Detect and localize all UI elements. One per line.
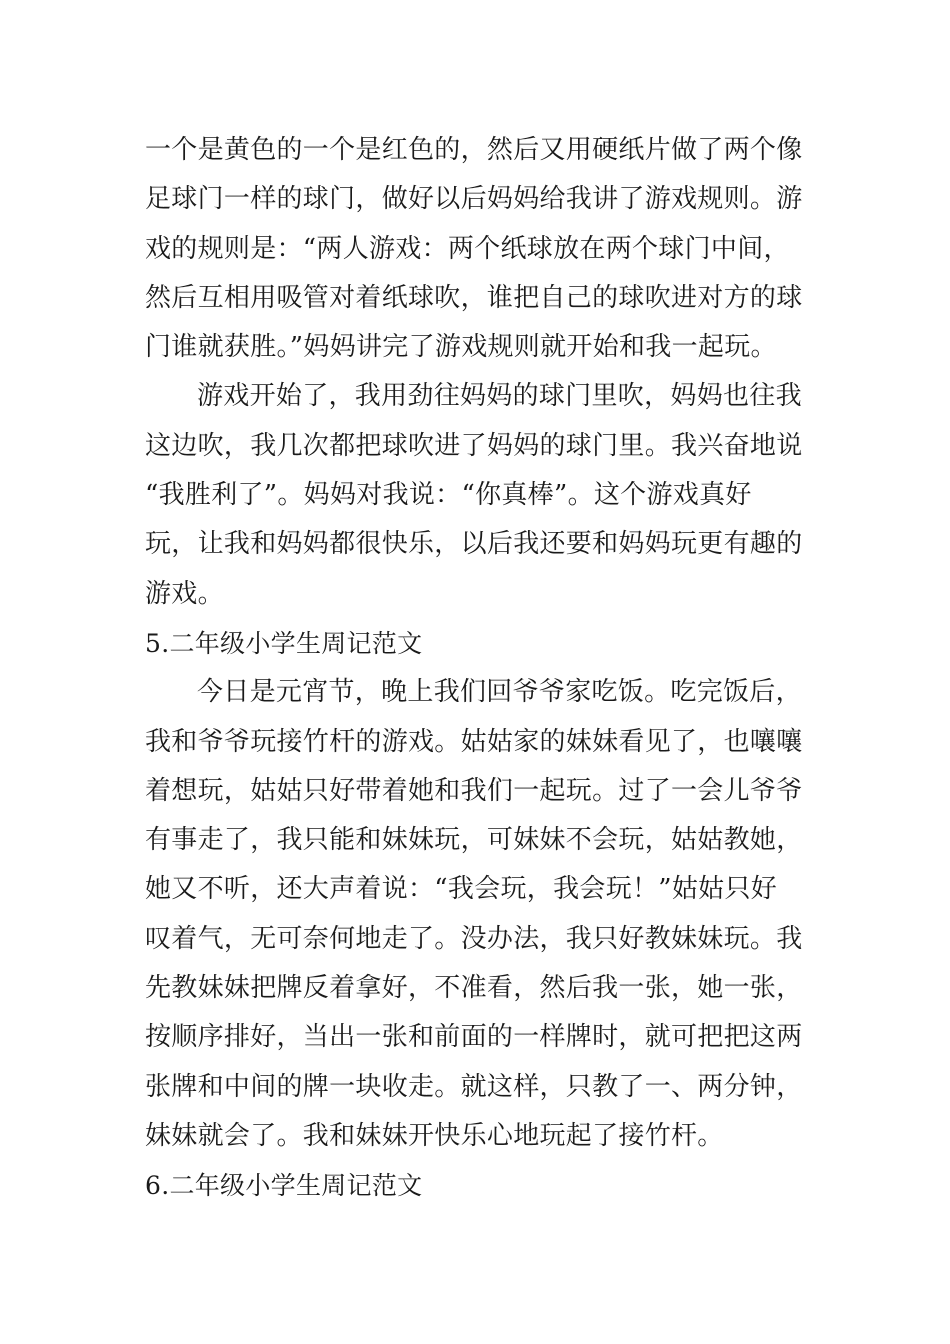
paragraph-line: 我和爷爷玩接竹杆的游戏。姑姑家的妹妹看见了，也嚷嚷 xyxy=(145,726,803,757)
paragraph-line: 按顺序排好，当出一张和前面的一样牌时，就可把把这两 xyxy=(145,1022,803,1053)
section-heading: 5.二年级小学生周记范文 xyxy=(145,628,423,658)
paragraph-line: 妹妹就会了。我和妹妹开快乐心地玩起了接竹杆。 xyxy=(145,1120,724,1151)
paragraph-line: 玩，让我和妈妈都很快乐，以后我还要和妈妈玩更有趣的 xyxy=(145,529,803,560)
paragraph-line: 有事走了，我只能和妹妹玩，可妹妹不会玩，姑姑教她， xyxy=(145,825,803,856)
paragraph-line: 一个是黄色的一个是红色的，然后又用硬纸片做了两个像 xyxy=(145,135,803,165)
paragraph-line: 门谁就获胜。”妈妈讲完了游戏规则就开始和我一起玩。 xyxy=(145,332,777,363)
paragraph-line: 着想玩，姑姑只好带着她和我们一起玩。过了一会儿爷爷 xyxy=(145,775,803,806)
paragraph-line: 游戏。 xyxy=(145,578,224,609)
paragraph-line: 足球门一样的球门，做好以后妈妈给我讲了游戏规则。游 xyxy=(145,184,803,215)
paragraph-first-line: 今日是元宵节，晚上我们回爷爷家吃饭。吃完饭后， xyxy=(197,677,802,708)
paragraph-line: 这边吹，我几次都把球吹进了妈妈的球门里。我兴奋地说 xyxy=(145,430,803,461)
document-page xyxy=(145,126,807,1211)
paragraph-line: 先教妹妹把牌反着拿好，不准看，然后我一张，她一张， xyxy=(145,973,803,1004)
section-heading: 6.二年级小学生周记范文 xyxy=(145,1171,423,1201)
paragraph-line: 叹着气，无可奈何地走了。没办法，我只好教妹妹玩。我 xyxy=(145,923,803,954)
paragraph-line: 张牌和中间的牌一块收走。就这样，只教了一、两分钟， xyxy=(145,1071,803,1102)
paragraph-line: 然后互相用吸管对着纸球吹，谁把自己的球吹进对方的球 xyxy=(145,282,803,313)
paragraph-line: “我胜利了”。妈妈对我说：“你真棒”。这个游戏真好 xyxy=(145,480,752,511)
paragraph-line: 戏的规则是：“两人游戏：两个纸球放在两个球门中间， xyxy=(145,233,790,264)
paragraph-line: 她又不听，还大声着说：“我会玩，我会玩！”姑姑只好 xyxy=(145,874,778,905)
paragraph-first-line: 游戏开始了，我用劲往妈妈的球门里吹，妈妈也往我 xyxy=(197,381,802,412)
